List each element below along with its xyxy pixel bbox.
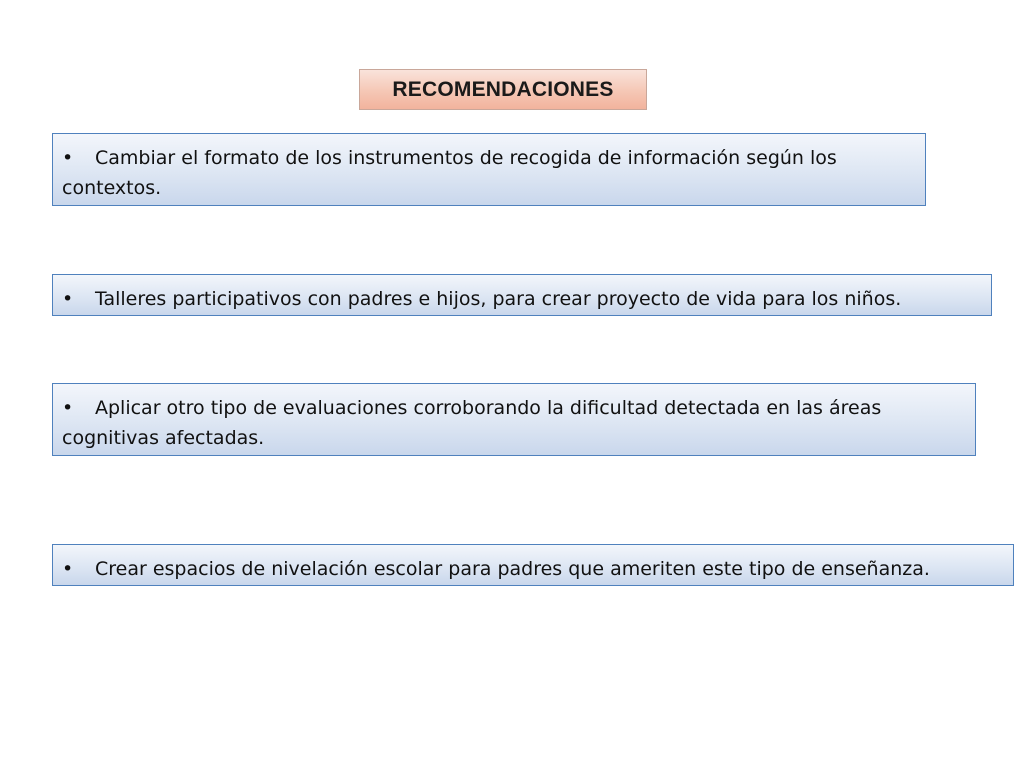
slide-title: RECOMENDACIONES [392, 77, 614, 101]
recommendation-box-2 [52, 274, 992, 316]
bullet-marker: • [62, 288, 74, 310]
recommendation-box-1 [52, 133, 926, 206]
bullet-marker: • [62, 147, 74, 169]
title-box [359, 69, 647, 110]
recommendation-text-3: Aplicar otro tipo de evaluaciones corroborando la dificultad detectada en las áreas cognitivas afectadas. [62, 397, 882, 449]
recommendation-text-4: Crear espacios de nivelación escolar para padres que ameriten este tipo de enseñanza. [95, 558, 930, 580]
recommendation-box-4 [52, 544, 1014, 586]
bullet-marker: • [62, 558, 74, 580]
recommendation-text-2: Talleres participativos con padres e hijos, para crear proyecto de vida para los niños. [95, 288, 902, 310]
recommendation-text-1: Cambiar el formato de los instrumentos de recogida de información según los contextos. [62, 147, 837, 199]
recommendation-box-3 [52, 383, 976, 456]
bullet-marker: • [62, 397, 74, 419]
